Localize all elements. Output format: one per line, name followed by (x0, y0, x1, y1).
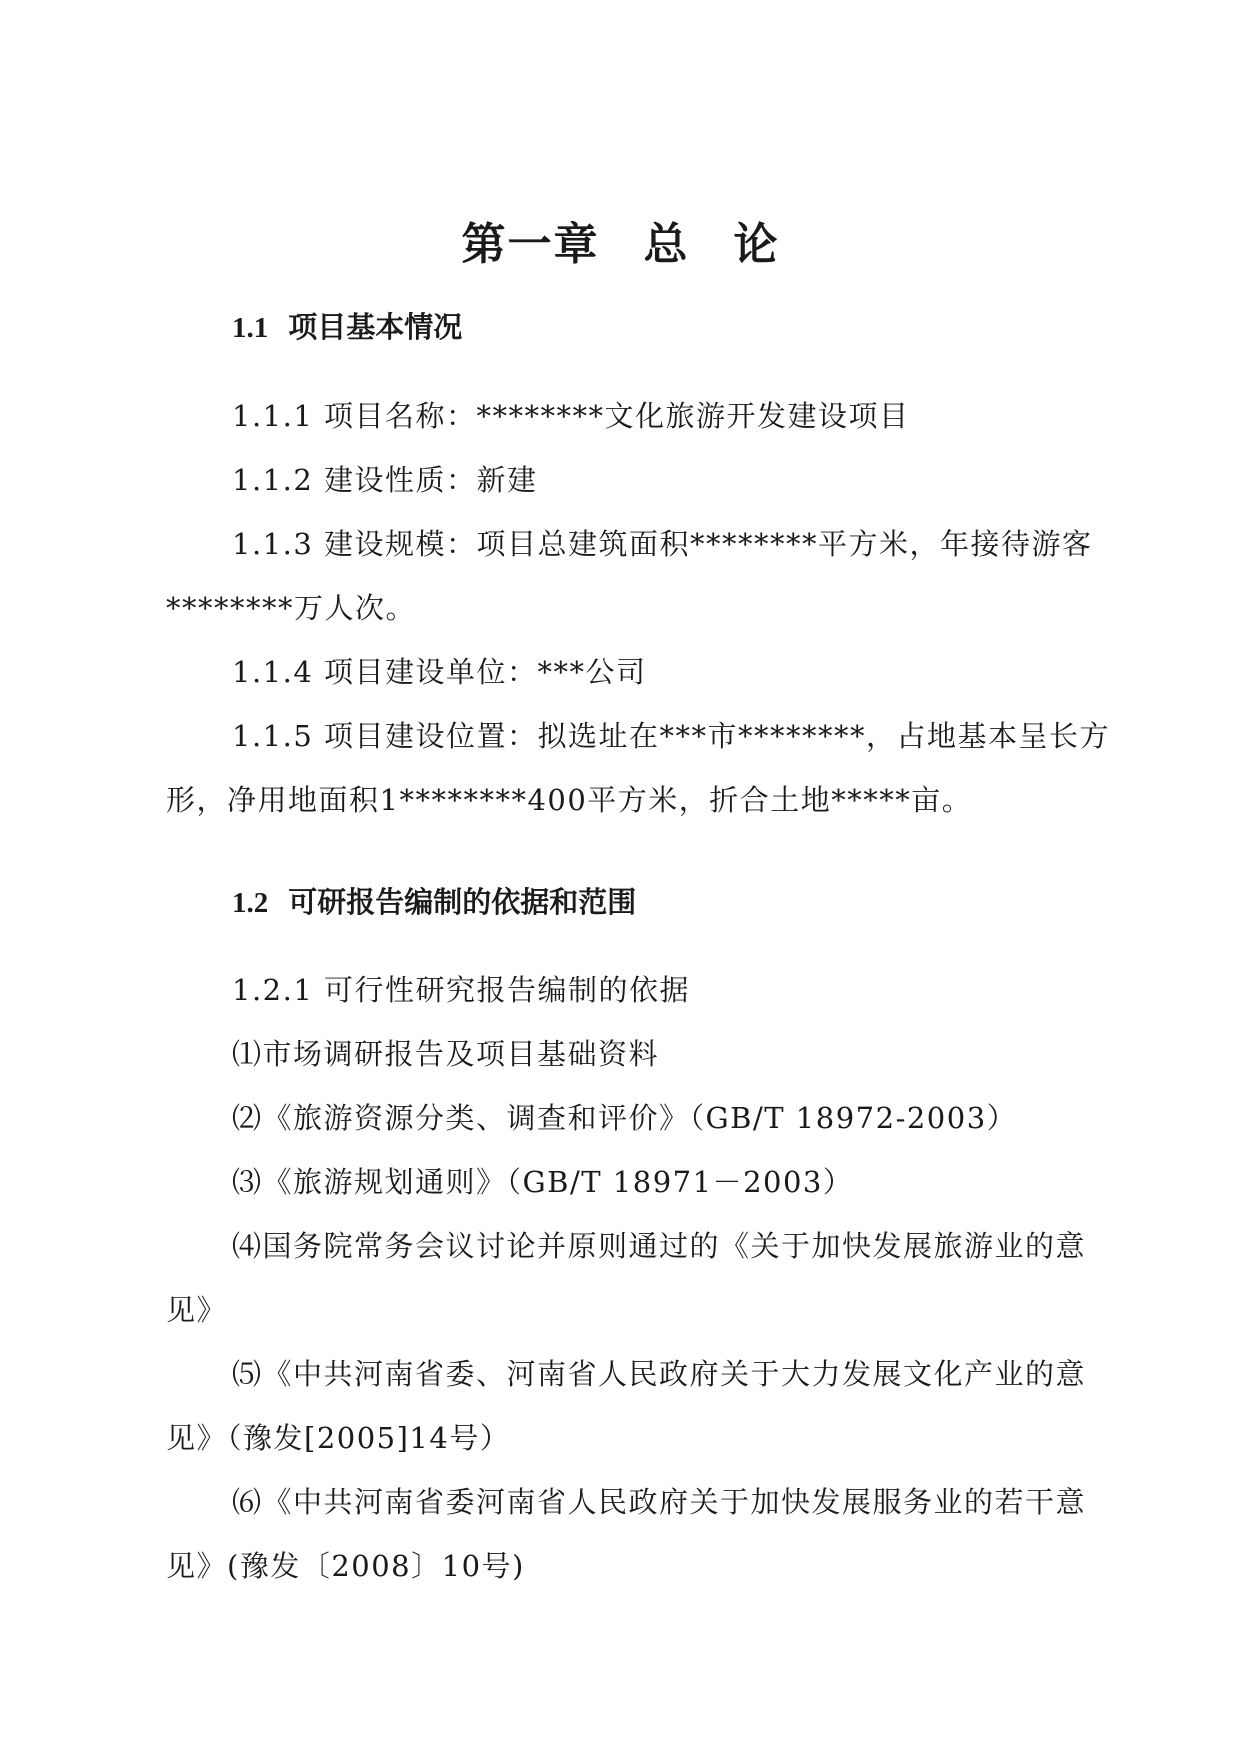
list-item-basis-6: ⑹《中共河南省委河南省人民政府关于加快发展服务业的若干意见》(豫发〔2008〕10号) (166, 1485, 1087, 1583)
section-heading-1-1: 1.1 项目基本情况 (232, 310, 463, 344)
paragraph-construction-location: 1.1.5 项目建设位置：拟选址在***市********，占地基本呈长方形，净用地面积1********400平方米，折合土地*****亩。 (166, 719, 1111, 817)
paragraph-construction-scale: 1.1.3 建设规模：项目总建筑面积********平方米，年接待游客********万人次。 (166, 527, 1093, 625)
list-item-basis-4: ⑷国务院常务会议讨论并原则通过的《关于加快发展旅游业的意见》 (166, 1229, 1087, 1327)
chapter-title: 第一章 总 论 (461, 219, 780, 270)
list-item-basis-5: ⑸《中共河南省委、河南省人民政府关于大力发展文化产业的意见》（豫发[2005]14号） (166, 1357, 1087, 1455)
paragraph-basis-heading: 1.2.1 可行性研究报告编制的依据 (232, 973, 691, 1007)
section-heading-1-2: 1.2 可研报告编制的依据和范围 (232, 885, 637, 919)
paragraph-construction-nature: 1.1.2 建设性质：新建 (232, 463, 538, 497)
list-item-basis-2: ⑵《旅游资源分类、调查和评价》（GB/T 18972-2003） (232, 1101, 1018, 1135)
paragraph-project-name: 1.1.1 项目名称：********文化旅游开发建设项目 (232, 399, 910, 433)
paragraph-construction-unit: 1.1.4 项目建设单位：***公司 (232, 655, 647, 689)
list-item-basis-3: ⑶《旅游规划通则》（GB/T 18971－2003） (232, 1165, 854, 1199)
list-item-basis-1: ⑴市场调研报告及项目基础资料 (232, 1037, 660, 1071)
